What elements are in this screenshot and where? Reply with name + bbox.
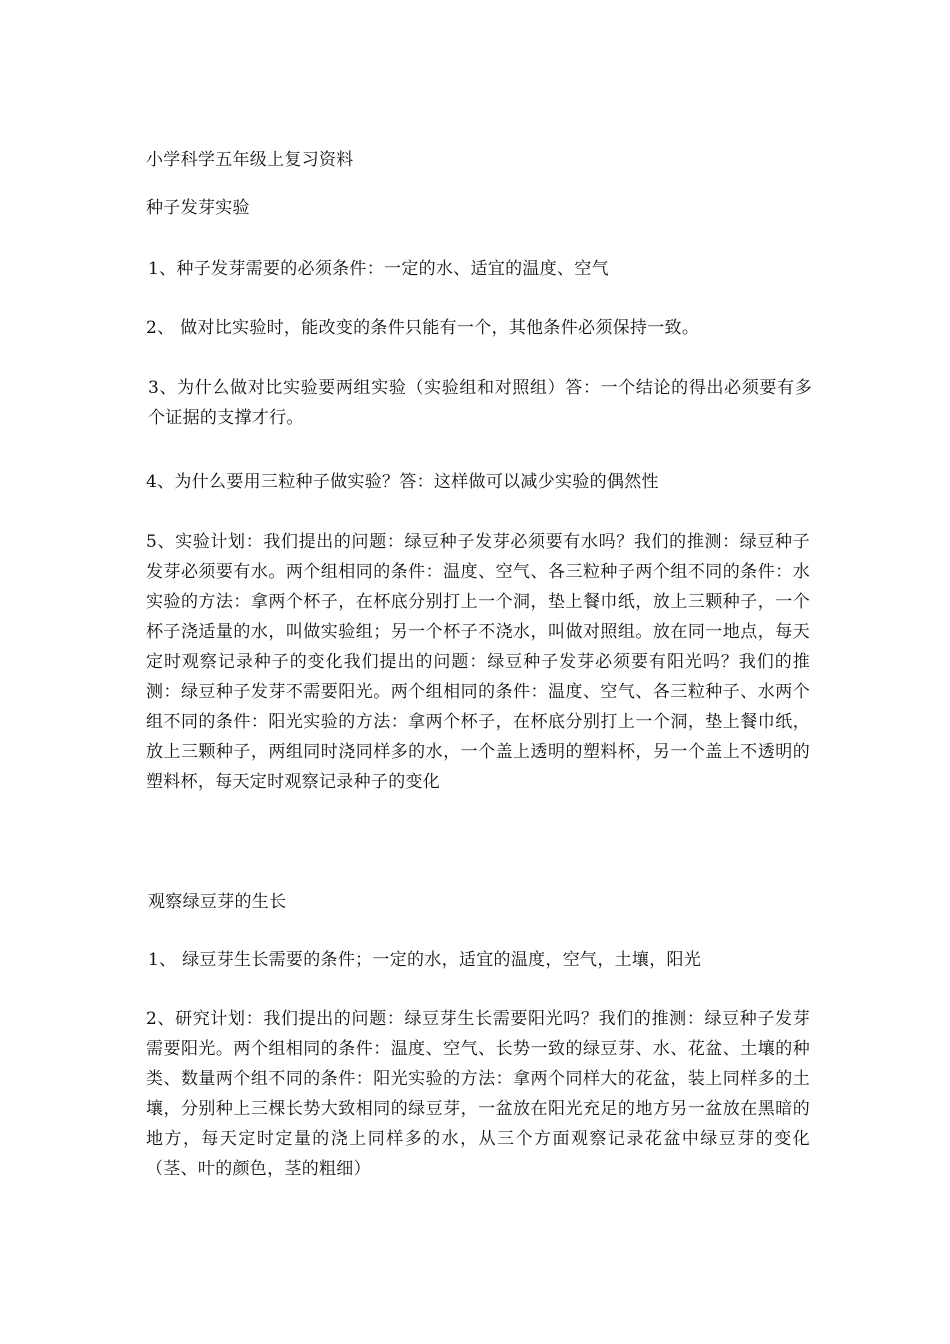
section-heading-mung-bean-growth: 观察绿豆芽的生长 [148, 892, 287, 912]
doc-title: 小学科学五年级上复习资料 [146, 150, 354, 170]
list-item: 1、种子发芽需要的必须条件：一定的水、适宜的温度、空气 [148, 259, 609, 279]
list-item: 5、实验计划：我们提出的问题：绿豆种子发芽必须要有水吗？我们的推测：绿豆种子发芽必须要有水。两个组相同的条件：温度、空气、各三粒种子两个组不同的条件：水实验的方法：拿两个杯子，在杯底分别打上一个洞，垫上餐巾纸，放上三颗种子，一个杯子浇适量的水，叫做实验组；另一个杯子不浇水，叫做对照组。放在同一地点，每天定时观察记录种子的变化我们提出的问题：绿豆种子发芽必须要有阳光吗？我们的推测：绿豆种子发芽不需要阳光。两个组相同的条件：温度、空气、各三粒种子、水两个组不同的条件：阳光实验的方法：拿两个杯子，在杯底分别打上一个洞，垫上餐巾纸，放上三颗种子，两组同时浇同样多的水，一个盖上透明的塑料杯，另一个盖上不透明的塑料杯，每天定时观察记录种子的变化 [146, 532, 810, 792]
list-item: 2、研究计划：我们提出的问题：绿豆芽生长需要阳光吗？我们的推测：绿豆种子发芽需要阳光。两个组相同的条件：温度、空气、长势一致的绿豆芽、水、花盆、土壤的种类、数量两个组不同的条件：阳光实验的方法：拿两个同样大的花盆，装上同样多的土壤，分别种上三棵长势大致相同的绿豆芽，一盆放在阳光充足的地方另一盆放在黑暗的地方，每天定时定量的浇上同样多的水，从三个方面观察记录花盆中绿豆芽的变化（茎、叶的颜色，茎的粗细） [146, 1009, 810, 1179]
list-item: 1、 绿豆芽生长需要的条件；一定的水，适宜的温度，空气，土壤，阳光 [148, 950, 702, 970]
list-item: 2、 做对比实验时，能改变的条件只能有一个，其他条件必须保持一致。 [146, 318, 700, 338]
list-item: 3、为什么做对比实验要两组实验（实验组和对照组）答：一个结论的得出必须要有多个证据的支撑才行。 [148, 378, 812, 428]
section-heading-seed-germination: 种子发芽实验 [146, 198, 250, 218]
list-item: 4、为什么要用三粒种子做实验？答：这样做可以减少实验的偶然性 [146, 472, 659, 492]
